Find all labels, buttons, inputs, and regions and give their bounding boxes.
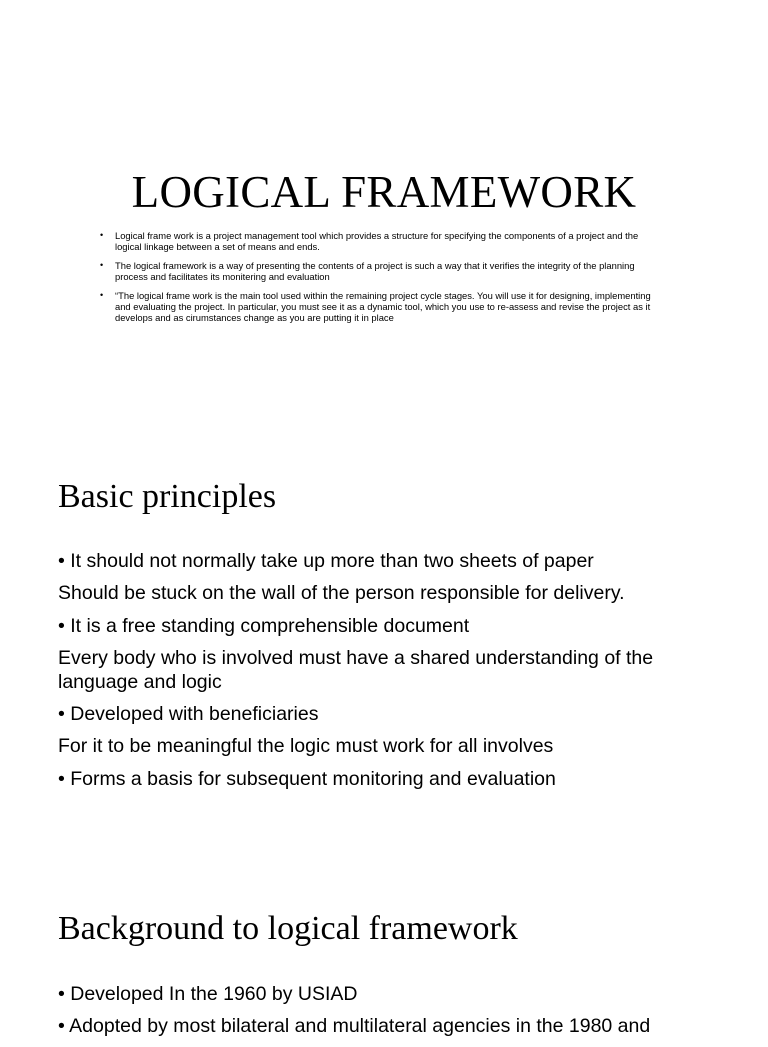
- slide-3-title: Background to logical framework: [58, 910, 518, 947]
- bullet-text: “The logical frame work is the main tool used within the remaining project cycle stages. You will use it for designing, implementing and evaluating the project. In particular, you must see it as a dynamic tool, which you use to re-assess and revise the project as it develops and as cirumstances change as you are putting it in place: [115, 289, 651, 324]
- bullet-text: The logical framework is a way of presenting the contents of a project is such a way that it verifies the integrity of the planning process and facilitates its monitering and evaluation: [115, 259, 635, 283]
- list-item: For it to be meaningful the logic must work for all involves: [58, 735, 554, 758]
- slide-2-title: Basic principles: [58, 478, 277, 515]
- list-item: • Developed with beneficiaries: [58, 703, 319, 726]
- list-item: • It is a free standing comprehensible document: [58, 614, 470, 637]
- slide-2-body: [58, 549, 718, 799]
- bullet-marker: •: [100, 289, 104, 300]
- list-item: [100, 260, 660, 283]
- list-item: Every body who is involved must have a shared understanding of the language and logic: [58, 646, 654, 693]
- list-item: • Developed In the 1960 by USIAD: [58, 983, 358, 1005]
- slide-3-body: [58, 982, 758, 1047]
- bullet-text: Logical frame work is a project management tool which provides a structure for specifying the components of a project and the logical linkage between a set of means and ends.: [115, 230, 639, 253]
- bullet-marker: •: [100, 230, 104, 240]
- slide-1-bullet-list: [100, 230, 660, 331]
- bullet-marker: •: [100, 259, 104, 270]
- slide-1-title: LOGICAL FRAMEWORK: [131, 167, 637, 217]
- list-item: • Forms a basis for subsequent monitoring and evaluation: [58, 767, 556, 790]
- list-item: • Adopted by most bilateral and multilateral agencies in the 1980 and: [58, 1015, 651, 1038]
- list-item: [100, 290, 660, 324]
- list-item: Should be stuck on the wall of the person responsible for delivery.: [58, 582, 625, 605]
- list-item: • It should not normally take up more than two sheets of paper: [58, 550, 594, 572]
- list-item: [100, 230, 660, 253]
